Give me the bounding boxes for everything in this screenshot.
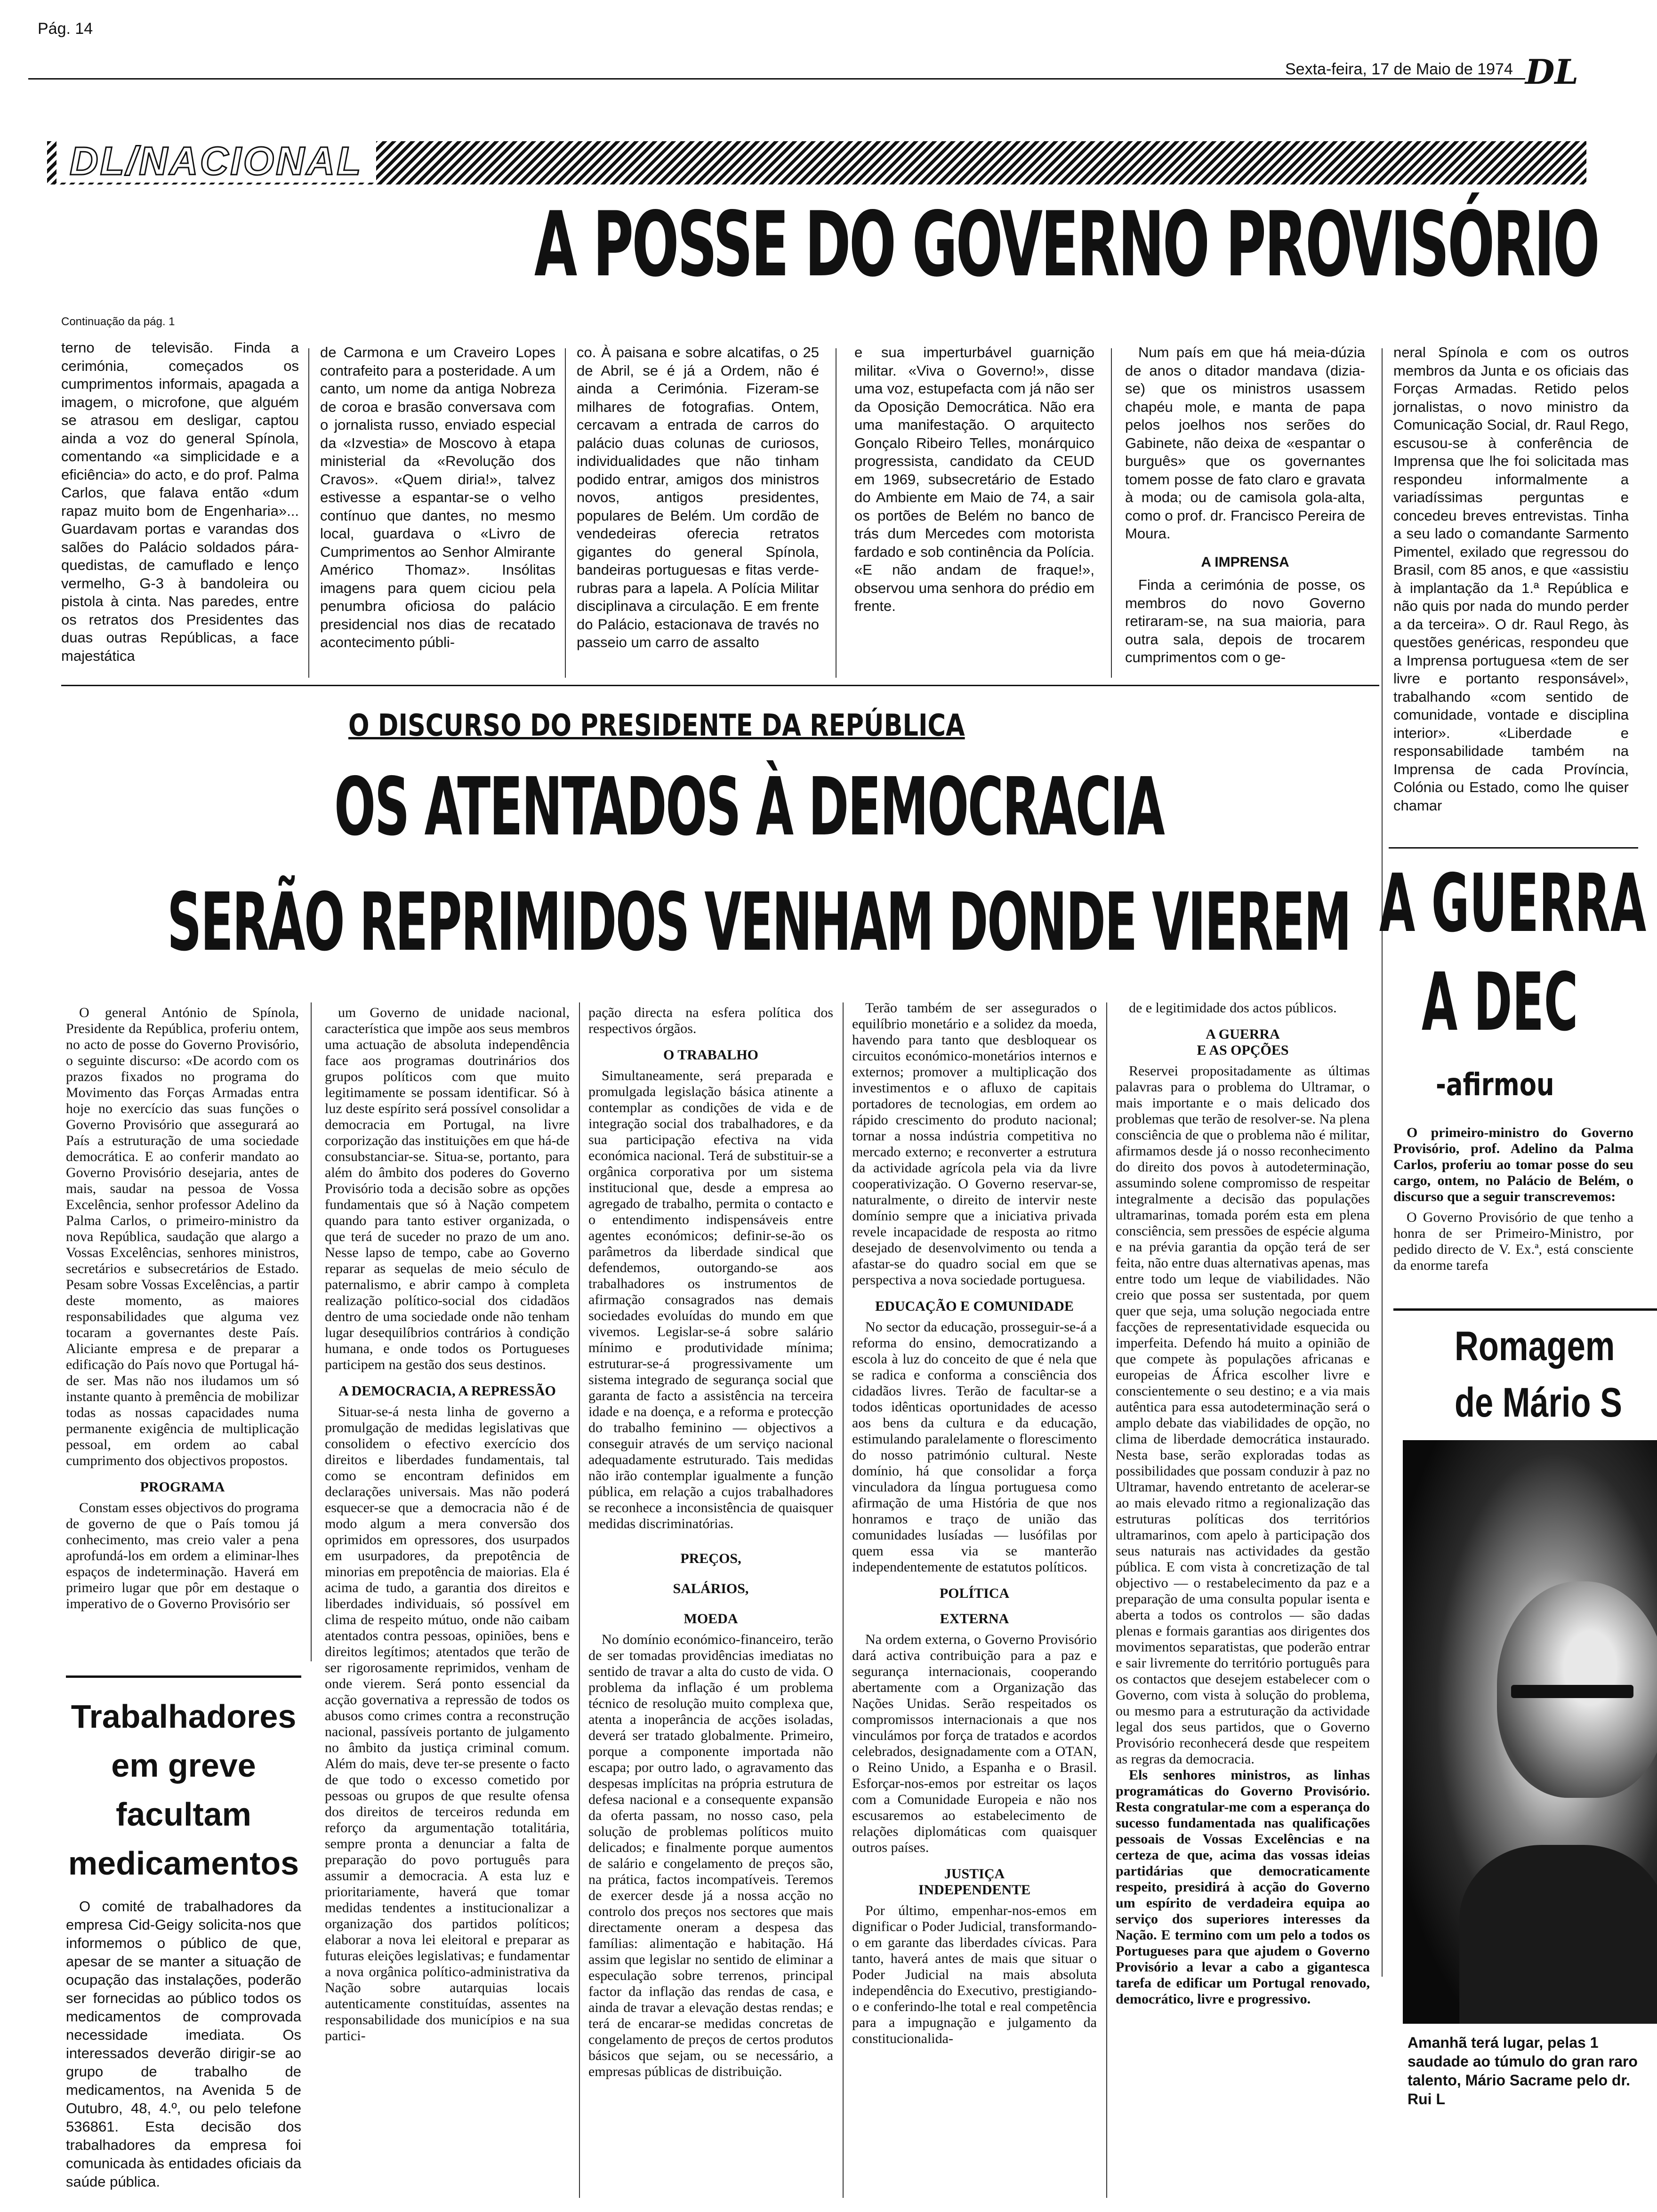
portrait-photo <box>1403 1440 1657 2024</box>
subhead-justica-line: JUSTIÇA <box>944 1866 1005 1882</box>
page-number: Pág. 14 <box>38 20 93 38</box>
subhead-precos-line: MOEDA <box>684 1611 738 1627</box>
subhead-justica-line: INDEPENDENTE <box>918 1882 1031 1898</box>
top-story-column-6: neral Spínola e com os outros membros da Junta e os oficiais das Forças Armadas. Retido pelos jornalistas, o novo ministro da Comunicação Social, dr. Raul Rego, escusou-se à conferência de Imprensa que lhe foi solicitada mas respondeu informalmente a variadíssimas perguntas e concedeu breves entrevistas. Tinha a seu lado o comandante Sarmento Pimentel, exilado que regressou do Brasil, com 85 anos, e que «assistiu à implantação da 1.ª República e não quis por nada do mundo perder a da terceira». O dr. Raul Rego, às questões genéricas, respondeu que a Imprensa portuguesa «tem de ser livre e portanto responsável», trabalhando «com sentido de comunidade, vontade e disciplina interior». «Liberdade e responsabilidade também na Imprensa de cada Província, Colónia ou Estado, como lhe quiser chamar <box>1393 344 1629 814</box>
speech-column-2: um Governo de unidade nacional, característica que impõe aos seus membros uma actuação de absoluta independência face aos programas doutrinários dos grupos políticos com que muito legitimamente se possam identificar. Só à luz deste espírito será possível consolidar a democracia em Portugal, na livre corporização das instituições em que há-de consubstanciar-se. Situa-se, portanto, para além do âmbito dos poderes do Governo Provisório toda a decisão sobre as opções fundamentais que só à Nação competem quando para tanto estiver organizada, o que terá de suceder no prazo de um ano. Nesse lapso de tempo, cabe ao Governo reparar as sequelas de meio século de paternalismo, e abrir campo à completa realização político-social dos cidadãos dentro de uma sociedade onde não tenham lugar desequilíbrios contrários à condição humana, e onde todos os Portugueses participem na gestão dos seus destinos. A DEMOCRACIA, A REPRESSÃO Situar-se-á nesta linha de governo a promulgação de medidas legislativas que consolidem o efectivo exercício dos direitos e liberdades fundamentais, tal como se encontram definidos em declarações universais. Mas não poderá esquecer-se que a democracia não é de modo algum a mera conversão dos oprimidos em opressores, dos usurpados em usurpadores, da prepotência de minorias em prepotência de maiorias. Ela é acima de tudo, a garantia dos direitos e liberdades individuais, só possível em clima de respeito mútuo, onde não caibam atentados contra pessoas, opiniões, bens e direitos legítimos; atentados que terão de ser rigorosamente reprimidos, venham de onde vierem. Será ponto essencial da acção governativa a repressão de todos os abusos como crimes contra a reconstrução nacional, passíveis portanto de julgamento no âmbito da justiça criminal comum. Além do mais, deve ter-se presente o facto de que todo o excesso cometido por pessoas ou grupos de que resulte ofensa dos direitos de terceiros redunda em reforço da argumentação totalitária, sempre pronta a denunciar a falta de preparação do povo português para assumir a democracia. A esta luz e prioritariamente, haverá que tomar medidas tendentes a institucionalizar a organização dos partidos políticos; elaborar a nova lei eleitoral e preparar as futuras eleições legislativas; e fundamentar a nova orgânica político-administrativa da Nação sobre autarquias locais autenticamente constituídas, assentes na responsabilidade dos municípios e na sua partici- <box>325 1005 570 2044</box>
subhead-politica-line: POLÍTICA <box>939 1586 1010 1601</box>
masthead-rule <box>28 78 1525 80</box>
subhead-precos <box>588 1551 833 1627</box>
column-rule <box>311 1002 312 1661</box>
newspaper-logo: DL <box>1525 52 1579 92</box>
subhead-politica-line: EXTERNA <box>940 1611 1009 1627</box>
strike-headline-line: em greve <box>111 1747 256 1784</box>
strike-headline-line: medicamentos <box>68 1845 299 1882</box>
main-headline: A POSSE DO GOVERNO PROVISÓRIO <box>534 192 1599 297</box>
publication-date: Sexta-feira, 17 de Maio de 1974 <box>1285 60 1513 78</box>
speech-kicker: O DISCURSO DO PRESIDENTE DA REPÚBLICA <box>348 708 965 743</box>
subhead-precos-line: PREÇOS, <box>680 1551 741 1566</box>
subhead-trabalho: O TRABALHO <box>663 1047 758 1063</box>
speech-headline-line2: SERÃO REPRIMIDOS VENHAM DONDE VIEREM <box>167 876 1351 969</box>
top-story-column-2: de Carmona e um Craveiro Lopes contrafeito para a posteridade. A um canto, um nome da antiga Nobreza de coroa e brasão conversava com o jornalista russo, enviado especial da «Izvestia» de Moscovo à etapa ministerial da «Revolução dos Cravos». «Quem diria!», talvez estivesse a espantar-se o velho contínuo que dantes, no mesmo local, guardava o «Livro de Cumprimentos ao Senhor Almirante Américo Thomaz». Insólitas imagens para quem ciciou pela penumbra oficiosa do palácio presidencial nos dias de recatado acontecimento públi- <box>320 344 555 650</box>
subhead-programa: PROGRAMA <box>140 1479 225 1495</box>
subhead-precos-line: SALÁRIOS, <box>673 1581 749 1596</box>
section-banner-label: DL/NACIONAL <box>56 139 376 183</box>
right-headline-line1: A GUERRA <box>1379 857 1647 950</box>
right-box-headline-line1: Romagem <box>1455 1322 1615 1369</box>
right-body: O Governo Provisório de que tenho a honra de ser Primeiro-Ministro, por pedido directo de V. Ex.ª, está consciente da enorme tarefa <box>1393 1210 1633 1273</box>
speech-column-1: O general António de Spínola, Presidente da República, proferiu ontem, no acto de posse do Governo Provisório, o seguinte discurso: «De acordo com os prazos fixados no programa do Movimento das Forças Armadas entra hoje no exercício das suas funções o Governo Provisório que assegurará ao País a estruturação de uma sociedade democrática. E ao conferir mandato ao Governo Provisório desejaria, antes de mais, saudar na pessoa de Vossa Excelência, senhor professor Adelino da Palma Carlos, o primeiro-ministro da nova República, saudação que alargo a Vossas Excelências, senhores ministros, secretários e subsecretários de Estado. Pesam sobre Vossas Excelências, a partir deste momento, as maiores responsabilidades que alguma vez tocaram a governantes deste País. Aliciante empresa e de preparar a edificação do País novo que Portugal há-de ser. Mas não nos iludamos um só instante quanto à premência de mobilizar todas as nossas capacidades numa permanente exigência de multiplicação pessoal, em ordem ao cabal cumprimento dos objectivos propostos. PROGRAMA Constam esses objectivos do programa de governo de que o País tomou já conhecimento, mas creio valer a pena aprofundá-los em ordem a eliminar-lhes espaços de indeterminação. Haverá em primeiro lugar que pôr em destaque o imperativo de o Governo Provisório ser <box>66 1005 299 1611</box>
strike-headline <box>66 1692 301 1888</box>
speech-column-3: pação directa na esfera política dos respectivos órgãos. O TRABALHO Simultaneamente, será preparada e promulgada legislação básica atinente a contemplar as condições de vida e de integração social dos trabalhadores, e da sua participação efectiva na vida económica nacional. Terá de substituir-se a orgânica corporativa por um sistema institucional que, desde a empresa ao agregado de trabalho, permita o contacto e o entendimento indispensáveis entre agentes económicos; definir-se-ão os parâmetros da liberdade sindical que defendemos, outorgando-se aos trabalhadores os instrumentos de afirmação consagrados nas demais sociedades evoluídas do mundo em que vivemos. Legislar-se-á sobre salário mínimo e produtividade mínima; estruturar-se-á progressivamente um sistema integrado de segurança social que garanta de facto a assistência na terceira idade e na doença, e a reforma e protecção do trabalho feminino — objectivos a conseguir através de um serviço nacional adequadamente estruturado. Tais medidas não irão contemplar igualmente a função pública, em relação a cujos trabalhadores se reconhece a inconsistência de quaisquer medidas discriminatórias. PREÇOS, SALÁRIOS, MOEDA No domínio económico-financeiro, terão de ser tomadas providências imediatas no sentido de travar a alta do custo de vida. O problema da inflação é um problema técnico de resolução muito complexa que, atenta a inoperância de acções isoladas, deverá ser tratado globalmente. Primeiro, porque a componente importada não escapa; por outro lado, o agravamento das despesas implícitas na própria estrutura de defesa nacional e a consequente expansão da oferta passam, no nosso caso, pela solução de problemas políticos muito delicados; e finalmente porque aumentos de salário e congelamento de preços são, na prática, factos incompatíveis. Teremos de exercer desde já a nossa acção no controlo dos preços nos sectores que mais directamente oneram a despesa das famílias: alimentação e habitação. Há assim que legislar no sentido de eliminar a especulação sobre terrenos, principal factor da inflação das rendas de casa, e ainda de travar a elevação destas rendas; e terá de encarar-se medidas concretas de congelamento de preços de certos produtos básicos que sejam, ou se necessário, a empresas públicas de distribuição. <box>588 1005 833 2079</box>
strike-box <box>66 1675 301 2200</box>
column-rule <box>308 348 309 678</box>
column-rule <box>1111 348 1112 678</box>
column-rule <box>1106 1002 1107 2198</box>
column-rule <box>836 348 837 678</box>
top-story-column-1: terno de televisão. Finda a cerimónia, começados os cumprimentos informais, apagada a imagem, o microfone, que alguém se atrasou em desligar, captou ainda a voz do general Spínola, comentando «a simplicidade e a eficiência» do acto, e do prof. Palma Carlos, que falava então «dum rapaz muito bom de Engenharia»... Guardavam portas e varandas dos salões do Palácio soldados pára-quedistas, de camuflado e lenço vermelho, G-3 à bandoleira ou pistola à cinta. Nas paredes, entre os retratos dos Presidentes das duas outras Repúblicas, a face majestática <box>61 339 299 664</box>
speech-column-4: Terão também de ser assegurados o equilíbrio monetário e a solidez da moeda, havendo para tanto que desbloquear os circuitos económico-monetários internos e externos; promover a multiplicação dos investimentos e o afluxo de capitais portadores de tecnologias, em ordem ao rápido crescimento do produto nacional; tornar a nossa indústria competitiva no mercado externo; e reconverter a estrutura da actividade agrícola pela via da livre cooperativização. O Governo reservar-se, naturalmente, o direito de intervir neste domínio sempre que a iniciativa privada revele incapacidade de resposta ao ritmo desejado de desenvolvimento ou tenda a afastar-se do quadro social em que se perspectiva a nova sociedade portuguesa. EDUCAÇÃO E COMUNIDADE No sector da educação, prosseguir-se-á a reforma do ensino, democratizando a escola à luz do conceito de que é nela que se radica e conforma a consciência dos cidadãos livres. Terão de facultar-se a todos idênticas oportunidades de acesso aos bens da cultura e da educação, estimulando paralelamente o florescimento do nosso património cultural. Neste domínio, há que consolidar a força vinculadora da língua portuguesa como afirmação de uma História de que nos honramos e traço de união das comunidades lusíadas — lusófilas por quem essa via se manterão independentemente de estatutos políticos. POLÍTICA EXTERNA Na ordem externa, o Governo Provisório dará activa contribuição para a paz e segurança internacionais, cooperando abertamente com a Organização das Nações Unidas. Serão respeitados os compromissos internacionais a que nos vinculámos por força de tratados e acordos celebrados, designadamente com a OTAN, o Reino Unido, a Espanha e o Brasil. Esforçar-nos-emos por estreitar os laços com a Comunidade Europeia e não nos escusaremos ao estabelecimento de relações diplomáticas com quaisquer outros países. JUSTIÇA INDEPENDENTE Por último, empenhar-nos-emos em dignificar o Poder Judicial, transformando-o em garante das liberdades cívicas. Para tanto, haverá antes de mais que situar o Poder Judicial na mais absoluta independência do Executivo, prestigiando-o e conferindo-lhe total e real competência para a impugnação e julgamento da constitucionalida- <box>852 1000 1097 2046</box>
column-rule <box>843 1002 844 2198</box>
photo-caption: Amanhã terá lugar, pelas 1 saudade ao túmulo do gran raro talento, Mário Sacrame pelo dr. Rui L <box>1408 2034 1638 2108</box>
subhead-politica <box>852 1586 1097 1627</box>
column-rule <box>565 348 566 678</box>
story-separator-right <box>1389 847 1638 849</box>
strike-headline-line: Trabalhadores <box>71 1698 297 1735</box>
speech-column-5: de e legitimidade dos actos públicos. A GUERRA E AS OPÇÕES Reservei propositadamente as últimas palavras para o problema do Ultramar, o mais importante e o mais delicado dos problemas que terão de resolver-se. Na plena consciência de que o problema não é militar, afirmamos desde já o nosso reconhecimento do direito dos povos à autodeterminação, assumindo solene compromisso de respeitar integralmente a decisão das populações ultramarinas, tomada porém esta em plena consciência, sem pressões de espécie alguma e na prévia garantia da opção terá de ser feita, não entre duas alternativas apenas, mas entre todo um leque de viabilidades. Não creio que possa ser sustentada, por quem quer que seja, uma solução negociada entre facções de representatividade esquecida ou imperfeita. Defendo há muito a opinião de que compete às populações africanas e europeias de África escolher livre e conscientemente o seu destino; e a via mais autêntica para essa autodeterminação será o amplo debate das viabilidades de opção, no clima de liberdade democrática instaurado. Nesta base, serão exploradas todas as possibilidades que possam conduzir à paz no Ultramar, havendo entretanto de acelerar-se ao mais elevado ritmo a regionalização das estruturas políticas dos territórios ultramarinos, com apelo à participação dos seus naturais nas actividades da gestão pública. E com vista à concretização de tal objectivo — o restabelecimento da paz e a preparação de uma consulta popular isenta e aberta a todos os controlos — são dadas plenas e formais garantias aos dirigentes dos movimentos separatistas, que poderão entrar e sair livremente do território português para os contactos que desejem estabelecer com o Governo, com vista à solução do problema, ou mesmo para a estruturação da actividade legal dos seus partidos, que o Governo Provisório reconhecerá desde que respeitem as regras da democracia. Els senhores ministros, as linhas programáticas do Governo Provisório. Resta congratular-me com a esperança do sucesso fundamentada nas qualificações pessoais de Vossas Excelências e na certeza de que, acima das vossas ideias partidárias que democraticamente respeito, presidirá à acção do Governo um espírito de verdadeira equipa ao serviço dos superiores interesses da Nação. E termino com um pelo a todos os Portugueses para que ajudem o Governo Provisório a levar a cabo a gigantesca tarefa de edificar um Portugal renovado, democrático, livre e progressivo. <box>1116 1000 1370 2007</box>
column-rule <box>1382 348 1383 1977</box>
story-separator <box>61 685 1379 686</box>
subhead-guerra-line: A GUERRA <box>1206 1026 1280 1042</box>
right-headline-line2: A DEC <box>1422 956 1578 1049</box>
top-story-column-4: e sua imperturbável guarnição militar. «Viva o Governo!», disse uma voz, estupefacta com já não ser da Oposição Democrática. Não era uma manifestação. O arquitecto Gonçalo Ribeiro Telles, monárquico progressista, candidato da CEUD em 1969, subsecretário de Estado do Ambiente em Maio de 74, a sair os portões de Belém no banco de trás dum Mercedes com motorista fardado e sob continência da Polícia. «E não andam de fraque!», observou uma senhora do prédio em frente. <box>854 344 1094 614</box>
subhead-educacao: EDUCAÇÃO E COMUNIDADE <box>875 1298 1074 1314</box>
continuation-note: Continuação da pág. 1 <box>61 315 175 328</box>
top-story-column-5: Num país em que há meia-dúzia de anos o ditador mandava (dizia-se) que os ministros usassem chapéu mole, e manta de papa pelos joelhos nos serões do Gabinete, não deixa de «espantar o burguês» que os governantes tomem posse de fato claro e gravata à moda; ou de camisola gola-alta, como o prof. dr. Francisco Pereira de Moura. A IMPRENSA Finda a cerimónia de posse, os membros do novo Governo retiraram-se, na sua maioria, para outra sala, depois de trocarem cumprimentos com o ge- <box>1125 344 1366 665</box>
subhead-justica <box>852 1866 1097 1898</box>
column-rule <box>579 1002 580 2198</box>
subhead-democracia: A DEMOCRACIA, A REPRESSÃO <box>338 1383 556 1399</box>
strike-headline-line: facultam <box>116 1796 251 1833</box>
right-subhead: -afirmou <box>1436 1066 1554 1103</box>
subhead-guerra-line: E AS OPÇÕES <box>1197 1042 1289 1058</box>
subhead-imprensa: A IMPRENSA <box>1201 554 1289 570</box>
subhead-guerra <box>1116 1026 1370 1058</box>
right-box-headline-line2: de Mário S <box>1455 1379 1622 1426</box>
top-story-column-3: co. À paisana e sobre alcatifas, o 25 de Abril, se é já a Ordem, não é ainda a Cerimónia. Fizeram-se milhares de fotografias. Ontem, cercavam a entrada de carros do palácio duas colunas de curiosos, individualidades que não tinham podido entrar, amigos dos ministros novos, antigos presidentes, populares de Belém. Um cordão de vendedeiras oferecia retratos gigantes do general Spínola, bandeiras portuguesas e fitas verde-rubras para a lapela. A Polícia Militar disciplinava a circulação. E em frente do Palácio, estacionava de través no passeio um carro de assalto <box>577 344 819 650</box>
right-box-top <box>1393 1308 1657 1311</box>
speech-headline-line1: OS ATENTADOS À DEMOCRACIA <box>334 761 1164 854</box>
right-lead: O primeiro-ministro do Governo Provisório, prof. Adelino da Palma Carlos, proferiu ao tomar posse do seu cargo, ontem, no Palácio de Belém, o discurso que a seguir transcrevemos: <box>1393 1125 1633 1204</box>
strike-body: O comité de trabalhadores da empresa Cid-Geigy solicita-nos que informemos o público de que, apesar de se manter a situação de ocupação das instalações, poderão ser fornecidas ao público todos os medicamentos de comprovada necessidade imediata. Os interessados deverão dirigir-se ao grupo de trabalho de medicamentos, na Avenida 5 de Outubro, 48, 4.º, ou pelo telefone 536861. Esta decisão dos trabalhadores da empresa foi comunicada às entidades oficiais da saúde pública. <box>66 1898 301 2190</box>
